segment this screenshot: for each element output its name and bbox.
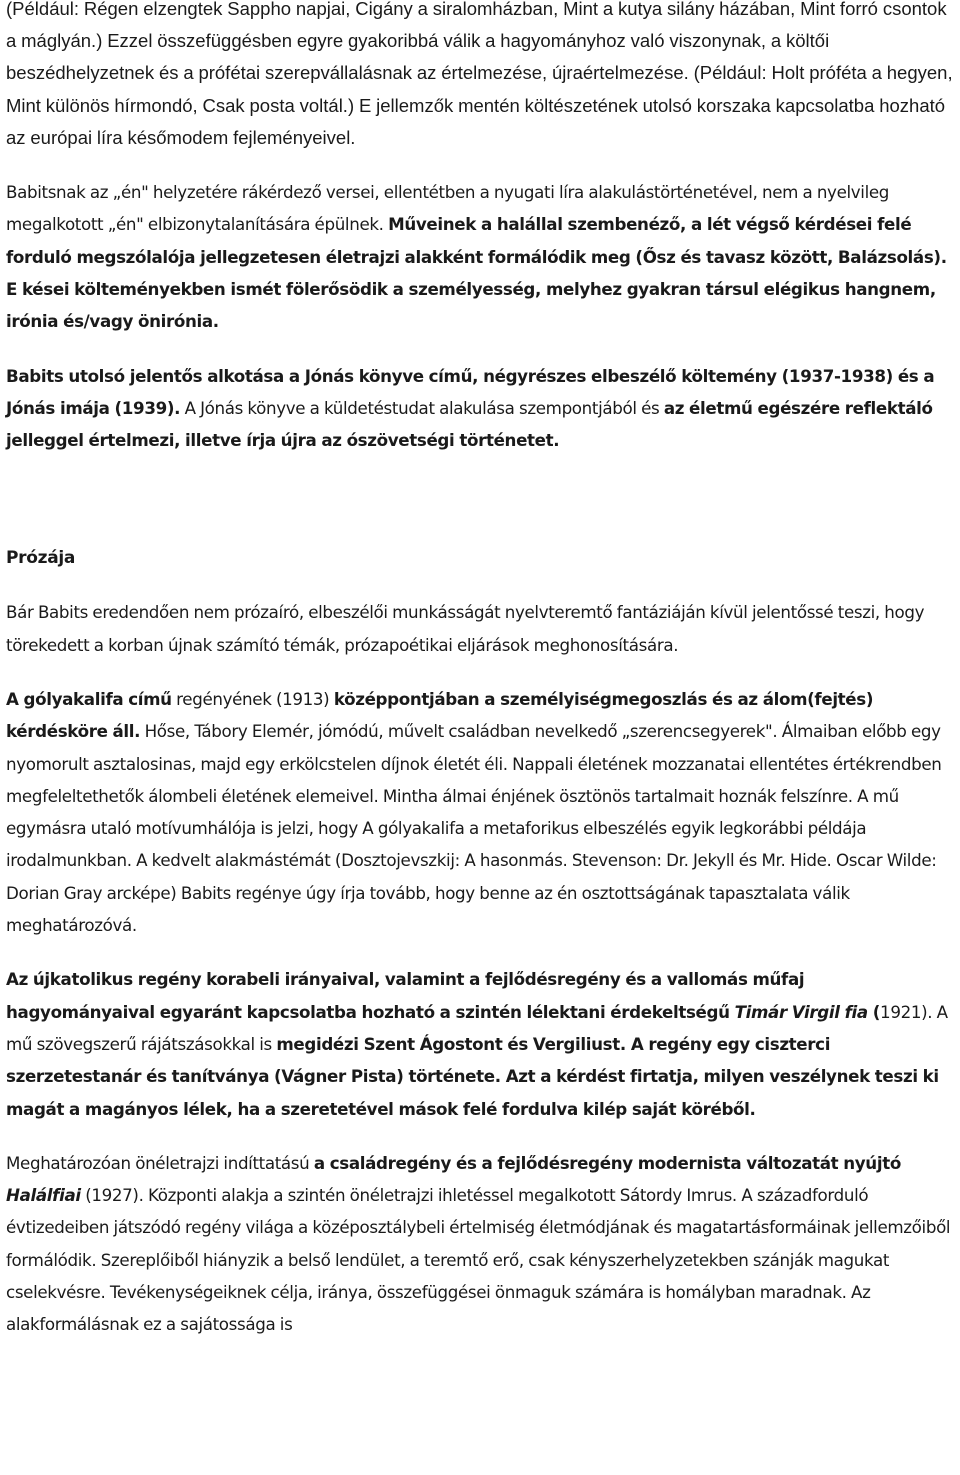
bold-text-run: Műveinek a halállal szembenéző, a lét végső kérdései felé forduló megszólalója jellegzetesen életrajzi alakként formálódik meg (Ősz és tavasz között, Balázsolás). E kései költeményekben ismét fölerősödik a személyesség, melyhez gyakran társul elégikus hangnem, irónia és/vagy önirónia. — [6, 214, 947, 332]
paragraph-jonas-konyve — [6, 360, 956, 457]
text-run: 1921). A mű szövegszerű rájátszásokkal is — [6, 1001, 948, 1054]
bold-text-run: megidézi Szent Ágostont és Vergiliust. A regény egy ciszterci szerzetestanár és tanítványa (Vágner Pista) története. Azt a kérdést firtatja, milyen veszélynek teszi ki magát a magányos lélek, ha a szeretetével mások felé fordulva kilép saját köréből. — [6, 1033, 939, 1119]
paragraph-golyakalifa — [6, 683, 956, 941]
text-run: Hőse, Tábory Elemér, jómódú, művelt családban nevelkedő „szerencsegyerek". Álmaiban előbb egy nyomorult asztalosinas, majd egy erkölcstelen díjnok életét éli. Nappali életének mozzanatai ellentétes értékrendben megfeleltethetők álombeli életének elemeivel. Mintha álmai énjének ösztönös tartalmait hoznák felszínre. A mű egymásra utaló motívumhálója is jelzi, hogy A gólyakalifa a metaforikus elbeszélés egyik legkorábbi példája irodalmunkban. A kedvelt alakmástémát (Dosztojevszkij: A hasonmás. Stevenson: Dr. Jekyll és Mr. Hide. Oscar Wilde: Dorian Gray arcképe) Babits regénye úgy írja tovább, hogy benne az én osztottságának tapasztalata válik meghatározóvá. — [6, 721, 942, 936]
text-run: Babitsnak az „én" helyzetére rákérdező versei, ellentétben a nyugati líra alakulástörténetével, nem a nyelvileg megalkotott „én" elbizonytalanítására épülnek. — [6, 182, 890, 235]
paragraph-examples-sappho — [6, 0, 956, 154]
paragraph-en-helyzete — [6, 176, 956, 337]
bold-text-run: ( — [867, 1001, 881, 1022]
bold-italic-title: Halálfiai — [6, 1185, 81, 1206]
text-run: (Például: Holt próféta a hegyen, Mint különös hírmondó, Csak posta voltál.) E jellemzők mentén költészetének utolsó korszaka kapcsolatba hozható az európai líra későmodem fejleményeivel. — [6, 62, 953, 148]
bold-text-run: Babits utolsó jelentős alkotása a Jónás könyve című, négyrészes elbeszélő költemény (1937-1938) és a Jónás imája (1939). — [6, 365, 935, 418]
text-run: (Például: Régen elzengtek Sappho napjai, Cigány a siralomházban, Mint a kutya silány házában, Mint forró csontok a máglyán.) Ezzel összefüggésben egyre gyakoribbá válik a hagyományhoz való viszonynak, a költői beszédhelyzetnek és a prófétai szerepvállalásnak az értelmezése, újraértelmezése. — [6, 0, 947, 84]
paragraph-halalfiai — [6, 1147, 956, 1341]
text-run: regényének (1913) — [171, 688, 334, 709]
section-heading-prozaja: Prózája — [6, 548, 76, 569]
bold-text-run: az életmű egészére reflektáló jelleggel értelmezi, illetve írja újra az ószövetségi történetet. — [6, 397, 933, 451]
bold-text-run: középpontjában a személyiségmegoszlás és az álom(fejtés) kérdésköre áll. — [6, 688, 874, 742]
bold-italic-title: Timár Virgil fia — [734, 1001, 868, 1022]
text-run: A Jónás könyve a küldetéstudat alakulása szempontjából és — [180, 397, 664, 418]
paragraph-timar-virgil-fia — [6, 963, 956, 1124]
text-run: Meghatározóan önéletrajzi indíttatású — [6, 1152, 314, 1173]
bold-text-run: Az újkatolikus regény korabeli irányaival, valamint a fejlődésregény és a vallomás műfaj hagyományaival egyaránt kapcsolatba hozható a szintén lélektani érdekeltségű — [6, 969, 805, 1022]
bold-text-run: A gólyakalifa című — [6, 688, 172, 709]
text-run: (1927). Központi alakja a szintén önéletrajzi ihletéssel megalkotott Sátordy Imrus. A századforduló évtizedeiben játszódó regény világa a középosztálybeli értelmiség életmódjának és magatartásformáinak jellemzőiből formálódik. Szereplőiből hiányzik a belső lendület, a teremtő erő, csak kényszerhelyzetekben szánják magukat cselekvésre. Tevékenységeiknek célja, iránya, összefüggései önmaguk számára is homályban maradnak. Az alakformálásnak ez a sajátossága is — [6, 1185, 951, 1335]
bold-text-run: a családregény és a fejlődésregény modernista változatát nyújtó — [313, 1152, 901, 1173]
paragraph-prozairo: Bár Babits eredendően nem prózaíró, elbeszélői munkásságát nyelvteremtő fantáziáján kívül jelentőssé teszi, hogy törekedett a korban újnak számító témák, prózapoétikai eljárások meghonosítására. — [6, 602, 925, 655]
